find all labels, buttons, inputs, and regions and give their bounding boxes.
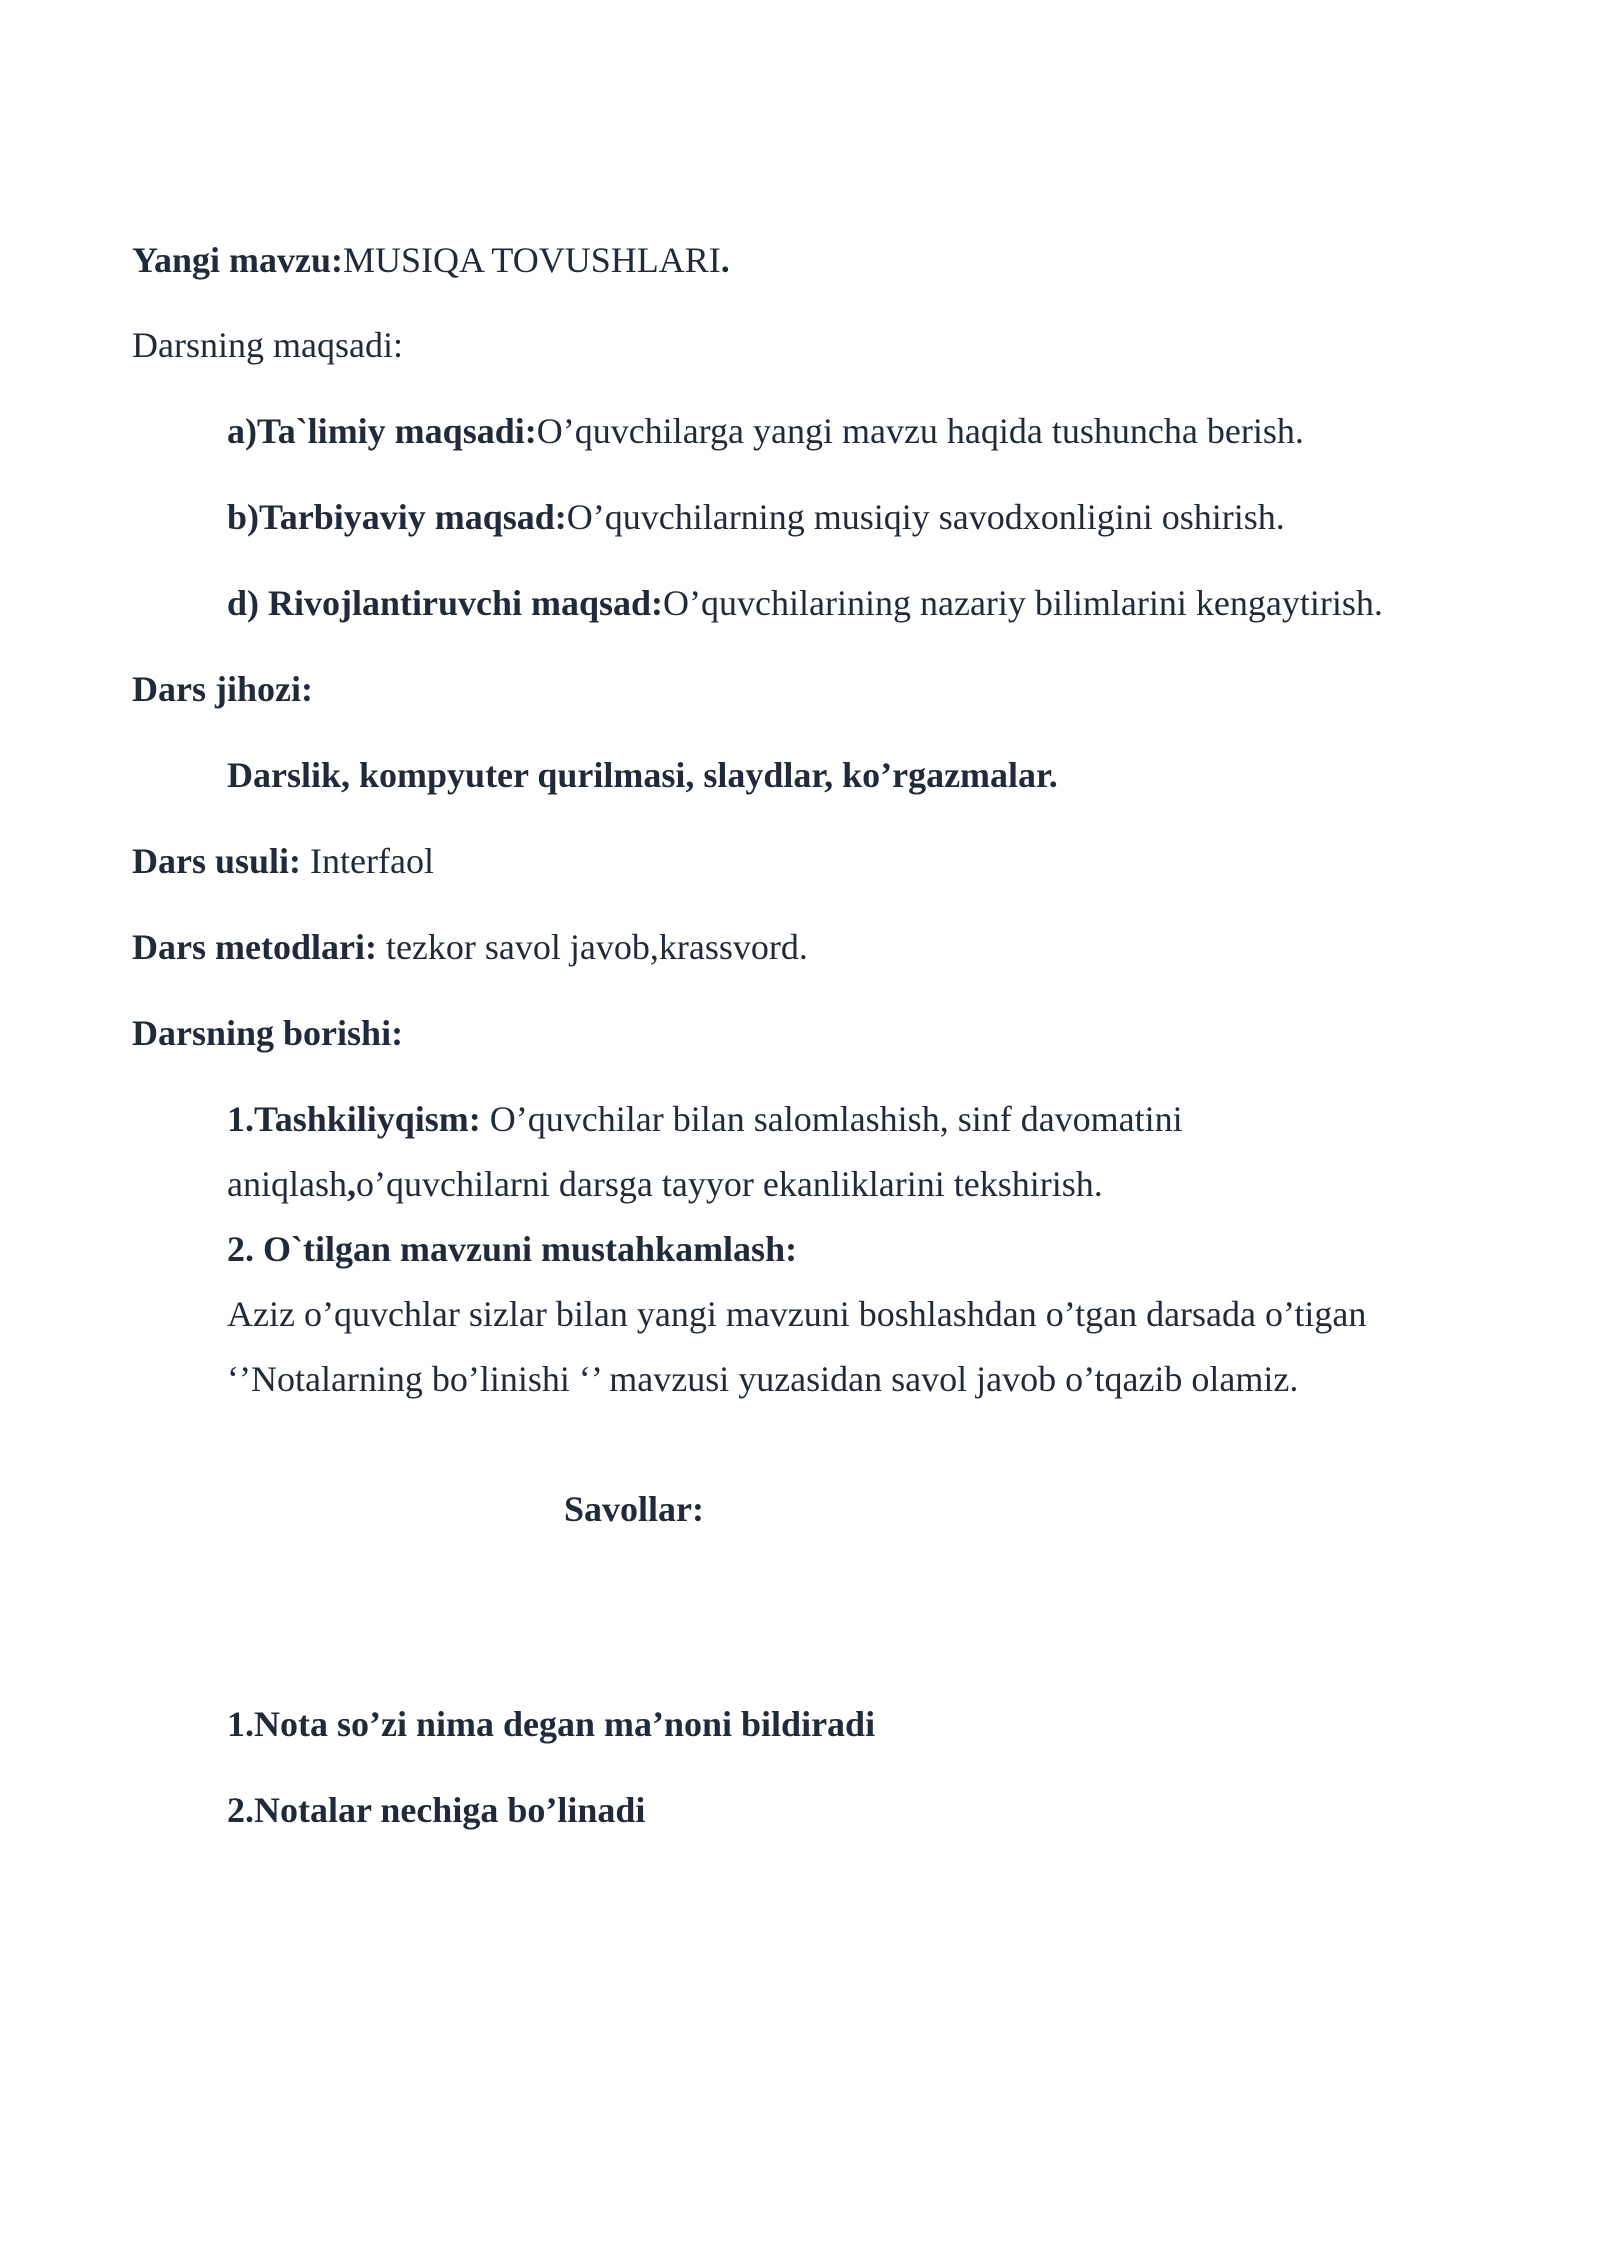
- methods-text: tezkor savol javob,krassvord.: [376, 927, 808, 967]
- aim-educational: [227, 411, 1304, 452]
- topic-line: [132, 240, 730, 281]
- method-text: Interfaol: [301, 841, 434, 881]
- methods-line: [132, 927, 808, 968]
- step1-text: O’quvchilar bilan salomlashish, sinf davomatini: [480, 1099, 1183, 1139]
- questions-heading: Savollar:: [564, 1489, 704, 1529]
- aim-upbringing: [227, 497, 1285, 538]
- aim-label: b)Tarbiyaviy maqsad:: [227, 497, 567, 537]
- question-item: 2.Notalar nechiga bo’linadi: [227, 1790, 646, 1830]
- step2-text-line1: Aziz o’quvchlar sizlar bilan yangi mavzuni boshlashdan o’tgan darsada o’tigan: [227, 1294, 1367, 1334]
- step1-text-b: o’quvchilarni darsga tayyor ekanliklarini tekshirish.: [355, 1164, 1103, 1204]
- step1-line1: [227, 1099, 1183, 1140]
- aims-heading: Darsning maqsadi:: [132, 325, 403, 365]
- aim-label: a)Ta`limiy maqsadi:: [227, 411, 537, 451]
- topic-title-period: .: [720, 240, 730, 280]
- aim-text: O’quvchilarining nazariy bilimlarini kengaytirish.: [663, 583, 1383, 623]
- aim-developmental: [227, 583, 1383, 624]
- aim-label: d) Rivojlantiruvchi maqsad:: [227, 583, 664, 623]
- equipment-heading: Dars jihozi:: [132, 669, 313, 709]
- step1-label: 1.Tashkiliyqism:: [227, 1099, 481, 1139]
- step2-heading: 2. O`tilgan mavzuni mustahkamlash:: [227, 1229, 798, 1269]
- method-label: Dars usuli:: [132, 841, 302, 881]
- question-item: 1.Nota so’zi nima degan ma’noni bildiradi: [227, 1704, 876, 1744]
- aim-text: O’quvchilarga yangi mavzu haqida tushuncha berish.: [536, 411, 1304, 451]
- step1-comma: ,: [346, 1164, 356, 1204]
- step1-line2: [227, 1164, 1103, 1205]
- step1-text-a: aniqlash: [227, 1164, 347, 1204]
- aim-text: O’quvchilarning musiqiy savodxonligini oshirish.: [566, 497, 1285, 537]
- method-line: [132, 841, 434, 882]
- step2-text-line2: ‘’Notalarning bo’linishi ‘’ mavzusi yuzasidan savol javob o’tqazib olamiz.: [227, 1359, 1299, 1399]
- progress-heading: Darsning borishi:: [132, 1013, 404, 1053]
- topic-title: MUSIQA TOVUSHLARI: [343, 240, 721, 280]
- methods-label: Dars metodlari:: [132, 927, 377, 967]
- equipment-text: Darslik, kompyuter qurilmasi, slaydlar, ko’rgazmalar.: [227, 755, 1058, 795]
- topic-label: Yangi mavzu:: [132, 240, 344, 280]
